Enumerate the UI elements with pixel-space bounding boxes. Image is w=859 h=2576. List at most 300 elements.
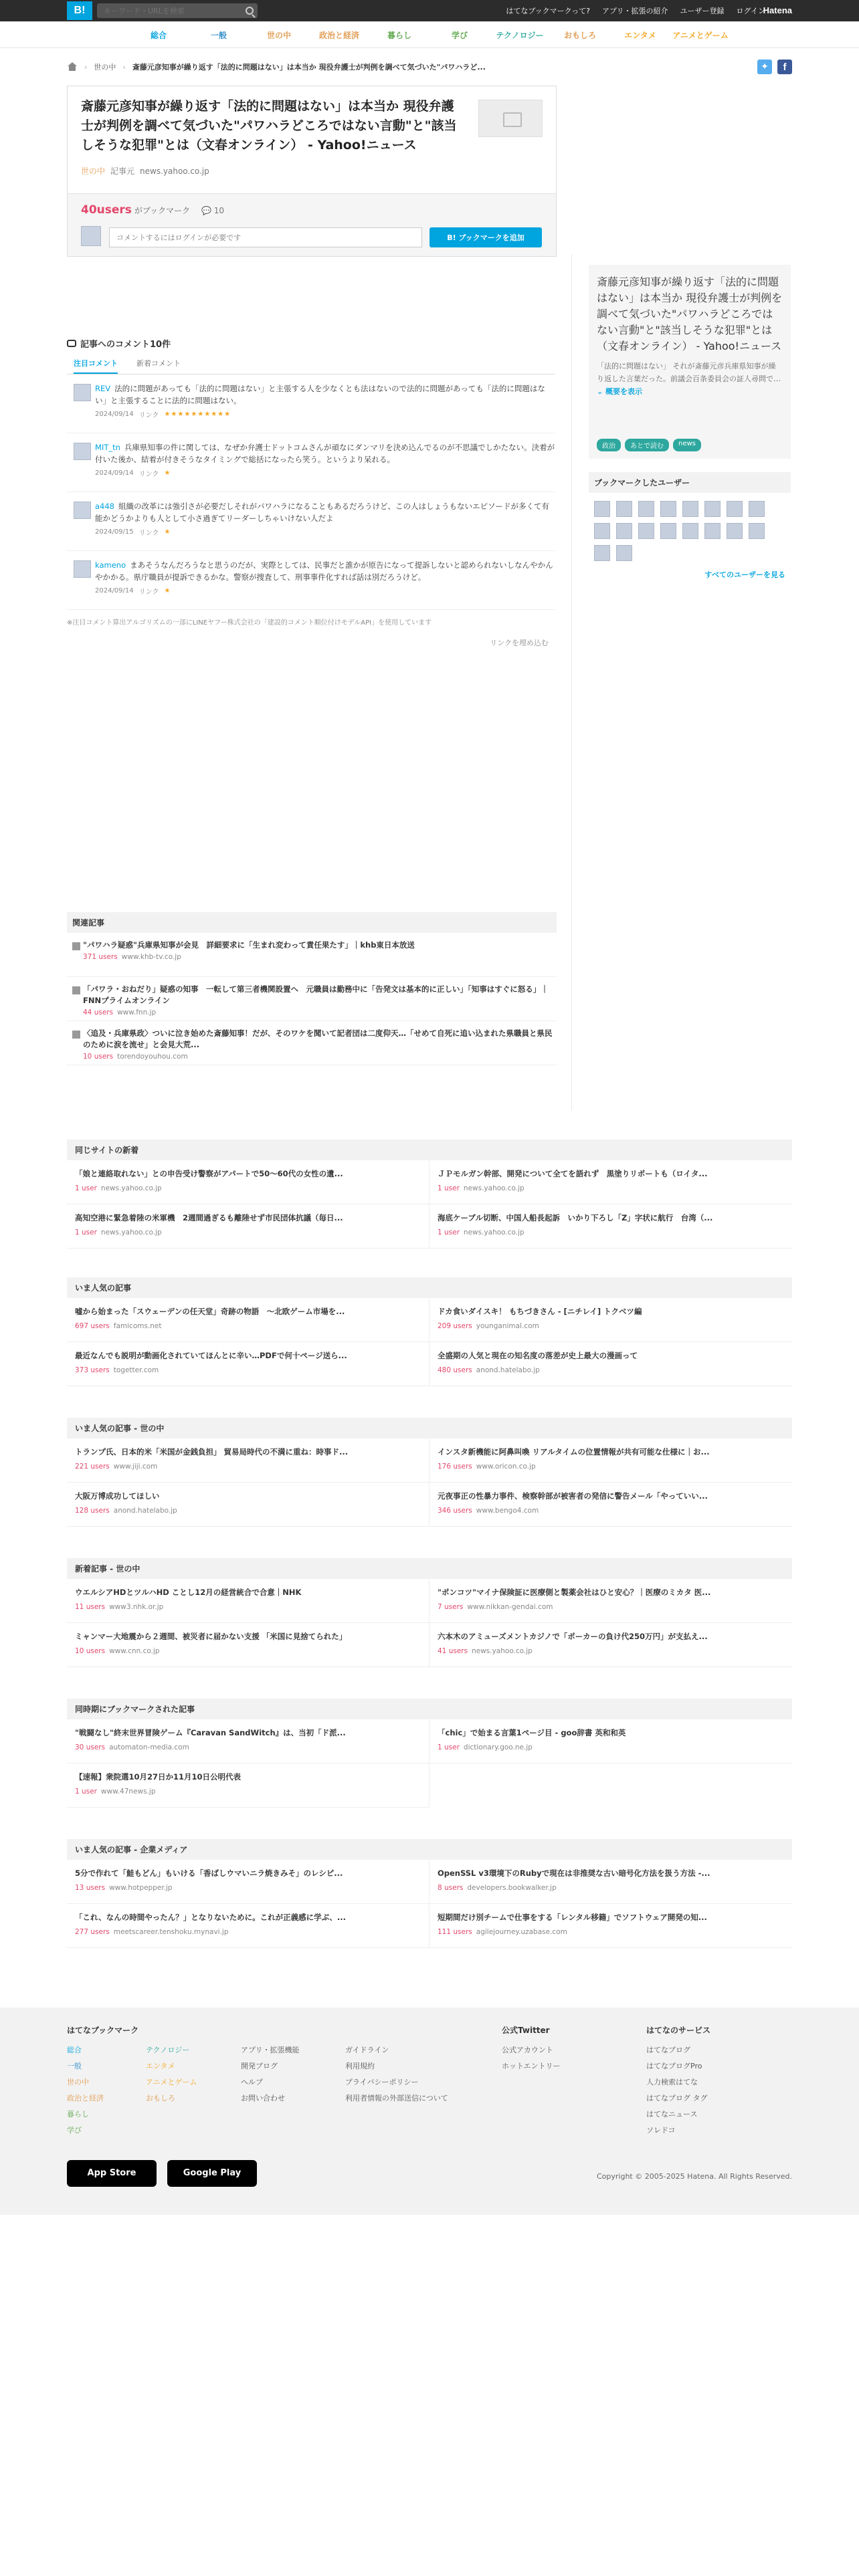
related-meta	[83, 1053, 557, 1061]
source-domain[interactable]: www.cnn.co.jp	[109, 1647, 160, 1655]
tag-chip[interactable]: news	[673, 439, 701, 451]
footer-link[interactable]: 利用規約	[345, 2062, 375, 2070]
footer-cat-list-b	[146, 2042, 197, 2107]
entry-meta	[81, 165, 209, 177]
show-summary-link[interactable]: ⌄ 概要を表示	[597, 387, 643, 396]
breadcrumb-section[interactable]: 世の中	[94, 63, 116, 72]
footer-link[interactable]: 利用者情報の外部送信について	[345, 2094, 448, 2103]
entry-item[interactable]	[430, 1483, 792, 1527]
sidebar-desc	[597, 360, 783, 398]
entry-item[interactable]	[67, 1160, 430, 1204]
related-meta	[83, 953, 557, 961]
comment-count-value: 10	[213, 206, 225, 215]
users-count[interactable]: 1 user	[438, 1743, 460, 1751]
entry-item-title[interactable]: 短期間だけ別チームで仕事をする「レンタル移籍」でソフトウェア開発の知...	[438, 1913, 707, 1922]
entry-item-meta	[438, 1322, 784, 1330]
entry-item-meta	[438, 1463, 784, 1471]
users-count[interactable]: 11 users	[75, 1603, 106, 1611]
users-count[interactable]: 7 users	[438, 1603, 464, 1611]
comment-footer	[95, 527, 555, 537]
source-domain[interactable]: www.jiji.com	[113, 1463, 158, 1471]
source-domain[interactable]: togetter.com	[113, 1366, 159, 1374]
users-count[interactable]: 1 user	[438, 1184, 460, 1192]
footer-services-head: はてなのサービス	[646, 2026, 711, 2035]
entry-item-title[interactable]: "戦闘なし"終末世界冒険ゲーム『Caravan SandWitch』は、当初「ド派...	[75, 1728, 346, 1737]
apps-link[interactable]: アプリ・拡張の紹介	[601, 7, 668, 15]
related-head: 関連記事	[67, 912, 557, 933]
entry-item-title[interactable]: 高知空港に緊急着陸の米軍機 2週間過ぎるも離陸せず市民団体抗議（毎日...	[75, 1213, 343, 1222]
entry-item-title[interactable]: トランプ氏、日本的米「米国が金銭負担」 貿易局時代の不満に重ね：時事ド...	[75, 1447, 349, 1457]
favicon-icon	[72, 1031, 80, 1039]
footer-link[interactable]: 暮らし	[67, 2110, 89, 2119]
category-nav	[0, 21, 859, 48]
avatar[interactable]	[727, 523, 743, 539]
entry-item-title[interactable]: ウエルシアHDとツルハHD ことし12月の経営統合で合意｜NHK	[75, 1588, 302, 1597]
source-domain[interactable]: www.fnn.jp	[117, 1008, 157, 1016]
footer-col-bookmark	[67, 2022, 138, 2139]
category-tab[interactable]: 総合	[150, 30, 167, 40]
related-item[interactable]	[67, 1021, 557, 1065]
avatar[interactable]	[594, 523, 610, 539]
comment-text: まあそうなんだろうなと思うのだが、実際としては、民事だと誰かが原告になって提訴しないと認められないしなんやかんやかかる。県庁職員が提訴できるかな。警察が捜査して、刑事事件化すれば話は別だろうけど。	[95, 560, 553, 582]
comment-date[interactable]: 2024/09/14	[95, 469, 134, 477]
users-count[interactable]: 41 users	[438, 1647, 468, 1655]
users-count[interactable]: 221 users	[75, 1463, 110, 1471]
comment-link[interactable]: リンク	[138, 530, 159, 537]
comment-body	[95, 383, 555, 407]
source-domain[interactable]: anond.hatelabo.jp	[113, 1507, 177, 1515]
entry-item-meta	[438, 1366, 784, 1374]
entry-item[interactable]	[430, 1298, 792, 1342]
breadcrumb-title: 斎藤元彦知事が繰り返す「法的に問題はない」は本当か 現役弁護士が判例を調べて気づいた"パワハラど...	[132, 63, 486, 72]
category-tab[interactable]: テクノロジー	[496, 30, 544, 40]
search-icon[interactable]	[246, 7, 254, 15]
entry-item-title[interactable]: 全盛期の人気と現在の知名度の落差が史上最大の漫画って	[438, 1351, 638, 1360]
entry-item-title[interactable]: 最近なんでも説明が動画化されていてほんとに辛い…PDFで何十ページ送ら...	[75, 1351, 347, 1360]
entry-item[interactable]	[67, 1204, 430, 1249]
app-store-button[interactable]: App Store	[67, 2160, 157, 2187]
entry-item-title[interactable]: 「これ、なんの時間やったん？」となりないために。これが正義感に学ぶ、...	[75, 1913, 347, 1922]
corporate-head: いま人気の記事 - 企業メディア	[67, 1839, 792, 1860]
comment-tabs	[67, 358, 555, 374]
tag-list	[597, 439, 701, 451]
footer-services-list	[646, 2042, 710, 2139]
avatar[interactable]	[682, 501, 698, 517]
footer	[0, 2008, 859, 2215]
source-domain[interactable]: www.khb-tv.co.jp	[121, 953, 181, 961]
facebook-share-icon[interactable]: f	[777, 60, 792, 74]
footer-link[interactable]: はてなブログ	[646, 2046, 690, 2054]
comment-footer	[95, 409, 555, 419]
popular-head: いま人気の記事	[67, 1277, 792, 1298]
footer-link[interactable]: ホットエントリー	[502, 2062, 561, 2070]
comment-user[interactable]: a448	[95, 502, 114, 511]
users-count[interactable]: 8 users	[438, 1884, 464, 1892]
users-count[interactable]: 277 users	[75, 1928, 110, 1936]
footer-link[interactable]: 一般	[67, 2062, 82, 2070]
comment-user[interactable]: MIT_tn	[95, 443, 120, 452]
avatar[interactable]	[594, 545, 610, 561]
sidebar-title[interactable]: 斎藤元彦知事が繰り返す「法的に問題はない」は本当か 現役弁護士が判例を調べて気づいた"パワハラどころではない言動"と"該当しそうな犯罪"とは（文春オンライン） - Yahoo!ニュース	[597, 276, 783, 352]
entry-item[interactable]	[430, 1904, 792, 1948]
comments-note: ※注目コメント算出アルゴリズムの一部にLINEヤフー株式会社の「建設的コメント順位付けモデルAPI」を使用しています	[67, 619, 432, 627]
entry-item-title[interactable]: "ポンコツ"マイナ保険証に医療側と製薬会社はひと安心？｜医療のミカタ 医...	[438, 1588, 711, 1597]
source-domain[interactable]: meetscareer.tenshoku.mynavi.jp	[113, 1928, 229, 1936]
about-link[interactable]: はてなブックマークって?	[506, 7, 590, 15]
users-count[interactable]: 30 users	[75, 1743, 106, 1751]
avatar[interactable]	[704, 501, 721, 517]
source-domain[interactable]: anond.hatelabo.jp	[476, 1366, 540, 1374]
entry-item-meta	[75, 1228, 421, 1237]
twitter-share-icon[interactable]: ✦	[757, 60, 772, 74]
entry-item-meta	[438, 1228, 784, 1237]
source-domain[interactable]: dictionary.goo.ne.jp	[463, 1743, 533, 1751]
comment-link[interactable]: リンク	[138, 588, 159, 596]
entry-item-title[interactable]: インスタ新機能に阿鼻叫喚 リアルタイムの位置情報が共有可能な仕様に｜お...	[438, 1447, 710, 1457]
search-input[interactable]	[97, 3, 237, 18]
embed-link[interactable]: リンクを埋め込む	[490, 639, 549, 647]
same-site-section	[67, 1140, 792, 1249]
avatar[interactable]	[704, 523, 721, 539]
footer-col-twitter	[502, 2022, 561, 2074]
related-section	[67, 912, 557, 1065]
entry-item[interactable]	[430, 1160, 792, 1204]
entry-item[interactable]	[430, 1579, 792, 1623]
popular-grid	[67, 1298, 792, 1386]
same-time-grid	[67, 1719, 792, 1808]
comment-item	[67, 551, 555, 610]
avatar[interactable]	[749, 501, 765, 517]
avatar[interactable]	[749, 523, 765, 539]
entry-item-title[interactable]: 「娘と連絡取れない」との申告受け警察がアパートで50〜60代の女性の遺...	[75, 1169, 343, 1178]
entry-thumbnail[interactable]	[478, 100, 543, 137]
entry-item[interactable]	[430, 1719, 792, 1763]
avatar[interactable]	[660, 523, 676, 539]
comment-footer	[95, 586, 555, 596]
source-domain[interactable]: news.yahoo.co.jp	[100, 1184, 162, 1192]
entry-item[interactable]	[430, 1860, 792, 1904]
entry-item[interactable]	[67, 1298, 430, 1342]
tab-new[interactable]: 新着コメント	[136, 359, 181, 368]
footer-link[interactable]: ガイドライン	[345, 2046, 389, 2054]
category-tab[interactable]: おもしろ	[563, 30, 596, 40]
footer-link[interactable]: はてなニュース	[646, 2110, 698, 2119]
entry-item[interactable]	[67, 1623, 430, 1667]
source-domain[interactable]: www.nikkan-gendai.com	[467, 1603, 553, 1611]
entry-item-meta	[75, 1788, 421, 1796]
users-count[interactable]: 128 users	[75, 1507, 110, 1515]
entry-item-meta	[438, 1603, 784, 1611]
users-count[interactable]: 176 users	[438, 1463, 472, 1471]
users-count[interactable]: 111 users	[438, 1928, 472, 1936]
entry-item-title[interactable]: 元夜事正の性暴力事件、検察幹部が被害者の発信に警告メール「やっていい...	[438, 1491, 708, 1501]
category-tab[interactable]: 学び	[451, 30, 468, 40]
entry-item-title[interactable]: 大阪万博成功してほしい	[75, 1491, 160, 1501]
entry-item-title[interactable]: ドカ食いダイスキ！ もちづきさん - [ニチレイ] トクベツ編	[438, 1307, 642, 1316]
same-time-section	[67, 1699, 792, 1808]
entry-item-title[interactable]: 「chic」で始まる言葉1ページ目 - goo辞書 英和和英	[438, 1728, 626, 1737]
entry-item[interactable]	[430, 1438, 792, 1483]
entry-item-meta	[438, 1507, 784, 1515]
avatar[interactable]	[74, 560, 91, 578]
global-header	[0, 0, 859, 21]
avatar[interactable]	[638, 501, 654, 517]
category-tab[interactable]: 世の中	[266, 30, 291, 40]
entry-item-title[interactable]: OpenSSL v3環境下のRubyで現在は非推奨な古い暗号化方法を扱う方法 -...	[438, 1868, 710, 1878]
source-domain[interactable]: developers.bookwalker.jp	[467, 1884, 557, 1892]
entry-item-meta	[75, 1603, 421, 1611]
footer-link[interactable]: 開発ブログ	[241, 2062, 278, 2070]
footer-link[interactable]: エンタメ	[146, 2062, 175, 2070]
add-bookmark-button[interactable]: B! ブックマークを追加	[430, 227, 542, 247]
footer-link[interactable]: 総合	[67, 2046, 82, 2054]
comment-item	[67, 433, 555, 492]
entry-item[interactable]	[430, 1204, 792, 1249]
entry-item-meta	[438, 1647, 784, 1655]
category-tab[interactable]: アニメとゲーム	[672, 30, 729, 40]
entry-item-title[interactable]: 嘘から始まった「スウェーデンの任天堂」奇跡の物語 〜北欧ゲーム市場を...	[75, 1307, 345, 1316]
users-count[interactable]: 1 user	[75, 1184, 97, 1192]
comment-footer	[95, 468, 555, 478]
footer-link[interactable]: 公式アカウント	[502, 2046, 553, 2054]
same-site-grid	[67, 1160, 792, 1249]
comment-date[interactable]: 2024/09/15	[95, 528, 134, 536]
entry-item-title[interactable]: 海底ケーブル切断、中国人船長起訴 いかり下ろし「Z」字状に航行 台湾（...	[438, 1213, 713, 1222]
entry-item[interactable]	[67, 1342, 430, 1386]
home-icon[interactable]	[67, 62, 78, 72]
users-count[interactable]: 373 users	[75, 1366, 110, 1374]
source-domain[interactable]: automaton-media.com	[109, 1743, 189, 1751]
users-count-value[interactable]: 40users	[81, 203, 132, 217]
related-item[interactable]	[67, 933, 557, 977]
entry-item-meta	[75, 1507, 421, 1515]
category-tab[interactable]: 一般	[210, 30, 227, 40]
comment-item	[67, 374, 555, 433]
users-count[interactable]: 697 users	[75, 1322, 110, 1330]
entry-item-meta	[75, 1463, 421, 1471]
avatar[interactable]	[594, 501, 610, 517]
comment-bubble-icon	[67, 340, 76, 347]
users-count[interactable]: 480 users	[438, 1366, 472, 1374]
entry-item[interactable]	[430, 1342, 792, 1386]
comment-text: 組織の改革には強引さが必要だしそれがパワハラになることもあるだろうけど、この人はしょうもないエピソードが多くて有能かどうかよりも人として小さ過ぎてリーダーしちゃいけない人だよ	[95, 502, 549, 523]
star-icon[interactable]: ★	[164, 528, 171, 536]
entry-item-meta	[75, 1647, 421, 1655]
breadcrumb	[67, 59, 792, 75]
footer-col-policy	[345, 2042, 448, 2107]
related-item[interactable]	[67, 977, 557, 1021]
record-label: 記事元	[110, 167, 135, 176]
avatar	[81, 226, 101, 246]
entry-item-meta	[75, 1184, 421, 1192]
footer-cat-list-a	[67, 2042, 138, 2139]
source-domain[interactable]: www.hotpepper.jp	[109, 1884, 173, 1892]
source-domain[interactable]: agilejourney.uzabase.com	[476, 1928, 567, 1936]
corporate-grid	[67, 1860, 792, 1948]
entry-item[interactable]	[430, 1623, 792, 1667]
footer-link[interactable]: アプリ・拡張機能	[241, 2046, 300, 2054]
comments-head	[67, 337, 555, 350]
sidebar	[589, 265, 791, 580]
new-world-section	[67, 1558, 792, 1667]
comment-user[interactable]: kameno	[95, 560, 126, 570]
users-count[interactable]: 209 users	[438, 1322, 472, 1330]
header-links	[506, 0, 765, 21]
entry-item[interactable]	[67, 1719, 430, 1763]
category-tab[interactable]: エンタメ	[624, 30, 656, 40]
footer-twitter-list	[502, 2042, 561, 2074]
column-divider	[571, 254, 572, 1110]
entry-category[interactable]: 世の中	[81, 167, 106, 176]
entry-item[interactable]	[67, 1763, 430, 1808]
source-domain[interactable]: news.yahoo.co.jp	[463, 1228, 524, 1237]
entry-title[interactable]: 斎藤元彦知事が繰り返す「法的に問題はない」は本当か 現役弁護士が判例を調べて気づいた"パワハラどころではない言動"と"該当しそうな犯罪"とは（文春オンライン） - Yahoo!ニュース	[81, 99, 457, 152]
footer-col-services	[646, 2022, 710, 2139]
avatar[interactable]	[616, 523, 632, 539]
entry-item-title[interactable]: 六本木のアミューズメントカジノで「ポーカーの負け代250万円」が支払え...	[438, 1632, 708, 1641]
footer-link[interactable]: ヘルプ	[241, 2078, 263, 2086]
entry-item-title[interactable]: ＪＰモルガン幹部、開発について全てを語れず 黒塗りリポートも（ロイタ...	[438, 1169, 708, 1178]
all-users-link[interactable]: すべてのユーザーを見る	[704, 570, 785, 579]
source-domain[interactable]: www.oricon.co.jp	[476, 1463, 536, 1471]
entry-item-meta	[75, 1743, 421, 1751]
entry-item-title[interactable]: 5分で作れて「鮭もどん」もいける「香ばしウマいニラ焼きみそ」のレシピ...	[75, 1868, 343, 1878]
footer-link[interactable]: おもしろ	[146, 2094, 175, 2103]
comment-date[interactable]: 2024/09/14	[95, 411, 134, 418]
hatebu-logo[interactable]: B!	[67, 1, 92, 20]
users-count[interactable]: 10 users	[83, 1053, 114, 1061]
related-title[interactable]: 「パワラ・おねだり」疑惑の知事 一転して第三者機関設置へ 元職員は勤務中に「告発文は基本的に正しい」「知事はすぐに怒る」｜FNNプライムオンライン	[83, 984, 549, 1005]
entry-item-meta	[438, 1928, 784, 1936]
entry-item-meta	[438, 1743, 784, 1751]
footer-link[interactable]: 学び	[67, 2126, 82, 2135]
source-domain[interactable]: news.yahoo.co.jp	[472, 1647, 533, 1655]
popular-world-grid	[67, 1438, 792, 1527]
users-count[interactable]: 346 users	[438, 1507, 472, 1515]
show-summary-label[interactable]: 概要を表示	[605, 387, 643, 396]
related-title[interactable]: 〈追及・兵庫県政〉ついに泣き始めた斎藤知事！だが、そのワケを聞いて記者団は二度仰天…「せめて自死に追い込まれた県職員と県民のために涙を流せ」と会見大荒...	[83, 1029, 553, 1049]
footer-link[interactable]: ソレドコ	[646, 2126, 676, 2135]
footer-link[interactable]: アニメとゲーム	[146, 2078, 197, 2086]
source-domain[interactable]: www.47news.jp	[100, 1788, 156, 1796]
tab-featured[interactable]: 注目コメント	[74, 358, 118, 374]
chevron-right-icon: ›	[84, 62, 88, 72]
users-count[interactable]: 44 users	[83, 1008, 114, 1016]
avatar[interactable]	[682, 523, 698, 539]
users-count[interactable]	[81, 203, 190, 217]
related-title[interactable]: "パワハラ疑惑"兵庫県知事が会見 詳細要求に「生まれ変わって責任果たす」｜khb東日本放送	[83, 940, 415, 950]
entry-card	[67, 86, 557, 257]
hatena-brand[interactable]: Hatena	[763, 5, 792, 15]
users-count[interactable]: 10 users	[75, 1647, 106, 1655]
comment-link[interactable]: リンク	[138, 471, 159, 478]
entry-item[interactable]	[67, 1483, 430, 1527]
entry-item[interactable]	[67, 1579, 430, 1623]
users-count[interactable]: 1 user	[75, 1228, 97, 1237]
star-icon[interactable]: ★	[164, 469, 171, 477]
new-world-head: 新着記事 - 世の中	[67, 1558, 792, 1579]
source-domain[interactable]: younganimal.com	[476, 1322, 539, 1330]
tag-chip[interactable]: 政治	[597, 439, 621, 451]
entry-item[interactable]	[67, 1438, 430, 1483]
entry-item-title[interactable]: 【速報】衆院選10月27日か11月10日公明代表	[75, 1772, 242, 1782]
category-tab[interactable]: 暮らし	[387, 30, 411, 40]
source-domain[interactable]: torendoyouhou.com	[117, 1053, 188, 1061]
entry-item[interactable]	[67, 1904, 430, 1948]
search-box[interactable]	[97, 3, 258, 18]
comment-text: 法的に問題があっても「法的に問題はない」と主張する人を少なくとも法はないので法的に問題があっても「法的に問題はない」と主張することに法的に問題はない。	[95, 384, 545, 405]
login-link[interactable]: ログイン	[736, 7, 765, 15]
popular-world-section	[67, 1418, 792, 1527]
footer-twitter-head: 公式Twitter	[502, 2026, 550, 2035]
comment-item	[67, 492, 555, 551]
comment-user[interactable]: REV	[95, 384, 111, 393]
comment-body	[95, 441, 555, 465]
avatar[interactable]	[74, 502, 91, 519]
favicon-icon	[72, 986, 80, 994]
source-domain[interactable]: famicoms.net	[113, 1322, 162, 1330]
same-time-head: 同時期にブックマークされた記事	[67, 1699, 792, 1719]
entry-item[interactable]	[67, 1860, 430, 1904]
comment-list	[67, 374, 555, 610]
entry-item-meta	[75, 1366, 421, 1374]
footer-link[interactable]: お問い合わせ	[241, 2094, 285, 2103]
comment-input[interactable]	[109, 227, 422, 247]
footer-link[interactable]: はてなブログ タグ	[646, 2094, 708, 2103]
footer-link[interactable]: テクノロジー	[146, 2046, 190, 2054]
category-tab[interactable]: 政治と経済	[318, 30, 359, 40]
footer-link[interactable]: はてなブログPro	[646, 2062, 702, 2070]
source-domain[interactable]: www3.nhk.or.jp	[109, 1603, 164, 1611]
footer-link[interactable]: プライバシーポリシー	[345, 2078, 419, 2086]
star-icon[interactable]: ★★★★★★★★★★	[164, 411, 231, 418]
users-count[interactable]: 1 user	[438, 1228, 460, 1237]
bookmarked-users-head: ブックマークしたユーザー	[589, 472, 791, 493]
chevron-right-icon: ›	[122, 62, 126, 72]
avatar[interactable]	[638, 523, 654, 539]
footer-link[interactable]: 人力検索はてな	[646, 2078, 698, 2086]
source-domain[interactable]: www.bengo4.com	[476, 1507, 539, 1515]
avatar[interactable]	[616, 501, 632, 517]
avatar[interactable]	[660, 501, 676, 517]
comment-date[interactable]: 2024/09/14	[95, 587, 134, 595]
users-count[interactable]: 13 users	[75, 1884, 106, 1892]
comment-link[interactable]: リンク	[138, 412, 159, 419]
source-domain[interactable]: news.yahoo.co.jp	[140, 166, 209, 176]
related-meta	[83, 1008, 557, 1016]
tag-chip[interactable]: あとで読む	[625, 439, 669, 451]
source-domain[interactable]: news.yahoo.co.jp	[100, 1228, 162, 1237]
avatar[interactable]	[74, 443, 91, 460]
google-play-button[interactable]: Google Play	[167, 2160, 257, 2187]
copyright: Copyright © 2005-2025 Hatena. All Rights Reserved.	[596, 2172, 792, 2181]
footer-link[interactable]: 政治と経済	[67, 2094, 104, 2103]
footer-bookmark-head: はてなブックマーク	[67, 2026, 139, 2035]
corporate-section	[67, 1839, 792, 1948]
star-icon[interactable]: ★	[164, 587, 171, 595]
avatar[interactable]	[616, 545, 632, 561]
users-count[interactable]: 371 users	[83, 953, 118, 961]
entry-item-meta	[438, 1184, 784, 1192]
signup-link[interactable]: ユーザー登録	[680, 7, 725, 15]
users-count[interactable]: 1 user	[75, 1788, 97, 1796]
source-domain[interactable]: news.yahoo.co.jp	[463, 1184, 524, 1192]
entry-item-title[interactable]: ミャンマー大地震から２週間、被災者に届かない支援 「米国に見捨てられた」	[75, 1632, 347, 1641]
avatar[interactable]	[727, 501, 743, 517]
footer-link[interactable]: 世の中	[67, 2078, 89, 2086]
avatar[interactable]	[74, 384, 91, 401]
comment-body	[95, 500, 555, 524]
